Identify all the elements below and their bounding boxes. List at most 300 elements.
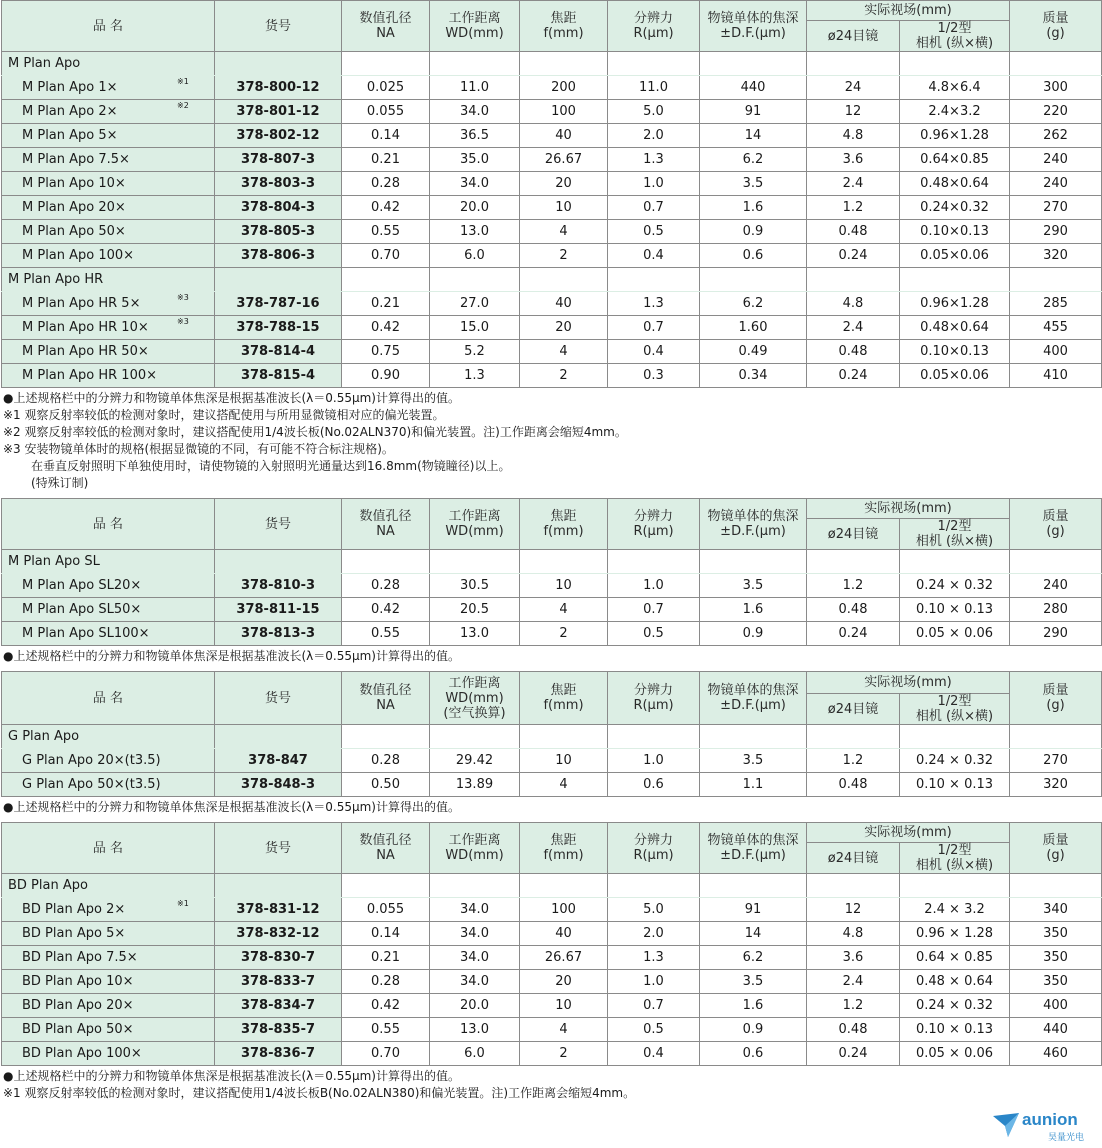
cell-df: 14 — [700, 922, 807, 946]
cell-na: 0.28 — [342, 970, 430, 994]
cell-df: 1.6 — [700, 994, 807, 1018]
cell-cam: 2.4×3.2 — [900, 100, 1010, 124]
objective-name-cell — [2, 316, 215, 340]
blank-cell — [520, 725, 608, 749]
header-na — [342, 823, 430, 874]
cell-mass: 320 — [1010, 773, 1102, 797]
header-df-line: 物镜单体的焦深 — [707, 509, 799, 524]
header-r-line: 分辨力 — [633, 683, 673, 698]
header-df-line: 物镜单体的焦深 — [707, 11, 799, 26]
cell-df: 0.9 — [700, 220, 807, 244]
blank-cell — [700, 268, 807, 292]
blank-cell — [1010, 550, 1102, 574]
cell-r: 1.0 — [608, 172, 700, 196]
cell-eye: 0.24 — [807, 1042, 900, 1066]
blank-cell — [430, 874, 520, 898]
header-fov-camera — [900, 519, 1010, 550]
footnote: ●上述规格栏中的分辨力和物镜单体焦深是根据基准波长(λ＝0.55μm)计算得出的值。 — [3, 649, 460, 663]
group-title: BD Plan Apo — [2, 874, 215, 898]
group-row — [2, 550, 1102, 574]
cell-cam: 0.96×1.28 — [900, 124, 1010, 148]
cell-f: 20 — [520, 172, 608, 196]
header-fov-eyepiece: ø24目镜 — [807, 21, 900, 52]
blank-cell — [900, 52, 1010, 76]
header-code: 货号 — [215, 499, 342, 550]
blank-cell — [430, 268, 520, 292]
cell-r: 1.3 — [608, 148, 700, 172]
cell-eye: 0.48 — [807, 598, 900, 622]
blank-cell — [700, 550, 807, 574]
cell-r: 0.7 — [608, 994, 700, 1018]
cell-cam: 0.05 × 0.06 — [900, 1042, 1010, 1066]
cell-eye: 1.2 — [807, 749, 900, 773]
cell-cam: 0.48×0.64 — [900, 316, 1010, 340]
cell-mass: 290 — [1010, 622, 1102, 646]
objective-name-cell — [2, 340, 215, 364]
header-r-line: R(μm) — [633, 26, 674, 41]
table-row — [2, 1018, 1102, 1042]
order-code: 378-815-4 — [215, 364, 342, 388]
cell-cam: 0.05×0.06 — [900, 364, 1010, 388]
cell-mass: 350 — [1010, 946, 1102, 970]
blank-cell — [608, 725, 700, 749]
blank-cell — [430, 52, 520, 76]
order-code: 378-848-3 — [215, 773, 342, 797]
objective-name-cell — [2, 970, 215, 994]
cell-cam: 0.64×0.85 — [900, 148, 1010, 172]
cell-df: 440 — [700, 76, 807, 100]
table-row — [2, 598, 1102, 622]
header-wd-line: WD(mm) — [445, 848, 504, 863]
cell-r: 2.0 — [608, 922, 700, 946]
header-name: 品 名 — [2, 1, 215, 52]
cell-f: 26.67 — [520, 148, 608, 172]
cell-f: 10 — [520, 196, 608, 220]
header-f — [520, 499, 608, 550]
cell-na: 0.42 — [342, 196, 430, 220]
table-row — [2, 316, 1102, 340]
header-mass-line: 质量 — [1042, 833, 1069, 848]
order-code: 378-835-7 — [215, 1018, 342, 1042]
cell-cam: 0.24 × 0.32 — [900, 749, 1010, 773]
order-code: 378-805-3 — [215, 220, 342, 244]
cell-wd: 6.0 — [430, 1042, 520, 1066]
cell-mass: 440 — [1010, 1018, 1102, 1042]
header-fov: 实际视场(mm) — [807, 1, 1010, 21]
header-na — [342, 672, 430, 725]
cell-df: 14 — [700, 124, 807, 148]
order-code: 378-788-15 — [215, 316, 342, 340]
table-block-m-plan-apo — [0, 0, 1102, 492]
cell-na: 0.025 — [342, 76, 430, 100]
cell-eye: 0.24 — [807, 622, 900, 646]
blank-cell — [700, 874, 807, 898]
header-fov-eyepiece: ø24目镜 — [807, 843, 900, 874]
header-fov: 实际视场(mm) — [807, 823, 1010, 843]
footnotes — [0, 390, 1102, 492]
cell-f: 4 — [520, 598, 608, 622]
blank-cell — [342, 550, 430, 574]
header-wd — [430, 499, 520, 550]
blank-cell — [608, 268, 700, 292]
objective-name-cell — [2, 100, 215, 124]
order-code: 378-802-12 — [215, 124, 342, 148]
header-fov: 实际视场(mm) — [807, 499, 1010, 519]
header-r-line: R(μm) — [633, 848, 674, 863]
objective-name: M Plan Apo 10× — [22, 175, 126, 191]
group-title: M Plan Apo SL — [2, 550, 215, 574]
cell-df: 6.2 — [700, 148, 807, 172]
objective-name-cell — [2, 196, 215, 220]
blank-cell — [900, 268, 1010, 292]
cell-df: 3.5 — [700, 749, 807, 773]
objective-name-cell — [2, 598, 215, 622]
cell-f: 4 — [520, 1018, 608, 1042]
group-code-blank — [215, 52, 342, 76]
order-code: 378-800-12 — [215, 76, 342, 100]
cell-wd: 11.0 — [430, 76, 520, 100]
cell-df: 1.1 — [700, 773, 807, 797]
blank-cell — [1010, 268, 1102, 292]
cell-f: 40 — [520, 124, 608, 148]
cell-cam: 0.64 × 0.85 — [900, 946, 1010, 970]
cell-wd: 13.0 — [430, 1018, 520, 1042]
cell-eye: 2.4 — [807, 316, 900, 340]
header-wd-line: 工作距离 — [448, 509, 501, 524]
header-df — [700, 823, 807, 874]
header-fov-camera-line: 相机 (纵×横) — [915, 36, 994, 51]
blank-cell — [807, 550, 900, 574]
header-code: 货号 — [215, 823, 342, 874]
cell-f: 2 — [520, 622, 608, 646]
cell-mass: 262 — [1010, 124, 1102, 148]
cell-wd: 13.0 — [430, 220, 520, 244]
cell-r: 0.7 — [608, 316, 700, 340]
cell-wd: 34.0 — [430, 946, 520, 970]
objective-name: BD Plan Apo 7.5× — [22, 949, 138, 965]
cell-f: 2 — [520, 1042, 608, 1066]
header-mass-line: 质量 — [1042, 11, 1069, 26]
header-na-line: NA — [376, 26, 395, 41]
header-name: 品 名 — [2, 499, 215, 550]
table-row — [2, 970, 1102, 994]
header-df-line: 物镜单体的焦深 — [707, 833, 799, 848]
cell-wd: 34.0 — [430, 172, 520, 196]
footnote: 在垂直反射照明下单独使用时，请使物镜的入射照明光通量达到16.8mm(物镜瞳径)以上。 — [31, 459, 511, 473]
footnote: ※1 观察反射率较低的检测对象时，建议搭配使用1/4波长板B(No.02ALN380)和偏光装置。注)工作距离会缩短4mm。 — [3, 1086, 636, 1100]
cell-f: 4 — [520, 220, 608, 244]
header-mass-line: 质量 — [1042, 683, 1069, 698]
header-df — [700, 499, 807, 550]
header-wd-line: WD(mm) — [445, 26, 504, 41]
cell-mass: 240 — [1010, 172, 1102, 196]
group-row — [2, 52, 1102, 76]
spec-table — [1, 671, 1102, 797]
cell-f: 4 — [520, 340, 608, 364]
order-code: 378-803-3 — [215, 172, 342, 196]
table-row — [2, 340, 1102, 364]
cell-mass: 300 — [1010, 76, 1102, 100]
group-code-blank — [215, 268, 342, 292]
objective-name-cell — [2, 946, 215, 970]
header-row — [2, 1, 1102, 21]
objective-name-cell — [2, 574, 215, 598]
header-na-line: NA — [376, 848, 395, 863]
group-title: M Plan Apo — [2, 52, 215, 76]
header-f-line: 焦距 — [550, 509, 577, 524]
cell-f: 2 — [520, 244, 608, 268]
order-code: 378-847 — [215, 749, 342, 773]
objective-name-cell — [2, 1042, 215, 1066]
cell-eye: 1.2 — [807, 196, 900, 220]
cell-r: 11.0 — [608, 76, 700, 100]
table-row — [2, 946, 1102, 970]
cell-wd: 6.0 — [430, 244, 520, 268]
header-f — [520, 1, 608, 52]
header-r-line: R(μm) — [633, 698, 674, 713]
cell-cam: 0.10×0.13 — [900, 340, 1010, 364]
cell-df: 0.6 — [700, 1042, 807, 1066]
cell-r: 5.0 — [608, 898, 700, 922]
order-code: 378-830-7 — [215, 946, 342, 970]
objective-name: M Plan Apo 50× — [22, 223, 126, 239]
cell-wd: 36.5 — [430, 124, 520, 148]
logo-mark-icon — [992, 1112, 1020, 1138]
group-code-blank — [215, 874, 342, 898]
objective-name-cell — [2, 148, 215, 172]
header-mass — [1010, 823, 1102, 874]
cell-eye: 4.8 — [807, 922, 900, 946]
cell-f: 100 — [520, 898, 608, 922]
header-na — [342, 1, 430, 52]
cell-cam: 0.96×1.28 — [900, 292, 1010, 316]
header-na-line: 数值孔径 — [359, 509, 412, 524]
objective-name: M Plan Apo SL50× — [22, 601, 142, 617]
cell-na: 0.14 — [342, 922, 430, 946]
cell-eye: 0.48 — [807, 1018, 900, 1042]
header-na-line: 数值孔径 — [359, 683, 412, 698]
header-f — [520, 672, 608, 725]
footnote-mark: ※1 — [177, 899, 189, 908]
cell-df: 6.2 — [700, 946, 807, 970]
header-code: 货号 — [215, 672, 342, 725]
objective-name-cell — [2, 172, 215, 196]
cell-cam: 0.10×0.13 — [900, 220, 1010, 244]
objective-name: M Plan Apo 1× — [22, 79, 118, 95]
blank-cell — [342, 725, 430, 749]
order-code: 378-787-16 — [215, 292, 342, 316]
table-row — [2, 148, 1102, 172]
header-r — [608, 823, 700, 874]
group-row — [2, 874, 1102, 898]
objective-name-cell — [2, 364, 215, 388]
objective-name: BD Plan Apo 5× — [22, 925, 126, 941]
cell-df: 0.9 — [700, 1018, 807, 1042]
cell-mass: 455 — [1010, 316, 1102, 340]
objective-name: BD Plan Apo 10× — [22, 973, 134, 989]
table-row — [2, 292, 1102, 316]
cell-wd: 30.5 — [430, 574, 520, 598]
cell-df: 91 — [700, 100, 807, 124]
cell-df: 3.5 — [700, 970, 807, 994]
blank-cell — [520, 550, 608, 574]
group-title: M Plan Apo HR — [2, 268, 215, 292]
cell-wd: 20.0 — [430, 196, 520, 220]
objective-name: M Plan Apo HR 50× — [22, 343, 149, 359]
header-f-line: 焦距 — [550, 833, 577, 848]
header-df — [700, 1, 807, 52]
header-f-line: f(mm) — [543, 524, 584, 539]
header-fov: 实际视场(mm) — [807, 672, 1010, 694]
cell-wd: 34.0 — [430, 898, 520, 922]
group-code-blank — [215, 725, 342, 749]
group-row — [2, 268, 1102, 292]
cell-r: 1.0 — [608, 970, 700, 994]
objective-name: M Plan Apo HR 5× — [22, 295, 141, 311]
header-mass-line: (g) — [1046, 698, 1065, 713]
footnotes — [0, 648, 1102, 665]
header-r — [608, 499, 700, 550]
cell-mass: 240 — [1010, 574, 1102, 598]
footnote-mark: ※2 — [177, 101, 189, 110]
table-row — [2, 574, 1102, 598]
cell-na: 0.21 — [342, 148, 430, 172]
cell-cam: 0.96 × 1.28 — [900, 922, 1010, 946]
cell-na: 0.28 — [342, 749, 430, 773]
objective-name-cell — [2, 749, 215, 773]
cell-cam: 0.10 × 0.13 — [900, 1018, 1010, 1042]
cell-cam: 0.48×0.64 — [900, 172, 1010, 196]
objective-name: BD Plan Apo 20× — [22, 997, 134, 1013]
cell-na: 0.55 — [342, 220, 430, 244]
table-row — [2, 1042, 1102, 1066]
table-row — [2, 220, 1102, 244]
cell-df: 91 — [700, 898, 807, 922]
header-wd-line: 工作距离 — [448, 833, 501, 848]
cell-cam: 4.8×6.4 — [900, 76, 1010, 100]
cell-f: 2 — [520, 364, 608, 388]
footnotes — [0, 799, 1102, 816]
header-fov-camera-line: 相机 (纵×横) — [915, 534, 994, 549]
cell-f: 200 — [520, 76, 608, 100]
table-row — [2, 124, 1102, 148]
header-fov-camera — [900, 21, 1010, 52]
logo-sub: 昊量光电 — [1048, 1133, 1085, 1143]
cell-wd: 35.0 — [430, 148, 520, 172]
objective-name: M Plan Apo 2× — [22, 103, 118, 119]
blank-cell — [608, 550, 700, 574]
group-code-blank — [215, 550, 342, 574]
cell-eye: 3.6 — [807, 946, 900, 970]
table-row — [2, 749, 1102, 773]
cell-f: 26.67 — [520, 946, 608, 970]
cell-mass: 220 — [1010, 100, 1102, 124]
order-code: 378-831-12 — [215, 898, 342, 922]
header-r-line: R(μm) — [633, 524, 674, 539]
cell-na: 0.28 — [342, 574, 430, 598]
spec-table — [1, 498, 1102, 646]
header-df-line: ±D.F.(μm) — [720, 848, 786, 863]
cell-wd: 34.0 — [430, 100, 520, 124]
blank-cell — [900, 550, 1010, 574]
cell-cam: 0.05×0.06 — [900, 244, 1010, 268]
cell-eye: 0.48 — [807, 773, 900, 797]
cell-wd: 13.89 — [430, 773, 520, 797]
objective-name-cell — [2, 244, 215, 268]
objective-name-cell — [2, 76, 215, 100]
cell-df: 3.5 — [700, 574, 807, 598]
cell-df: 6.2 — [700, 292, 807, 316]
cell-f: 20 — [520, 970, 608, 994]
footnote: ●上述规格栏中的分辨力和物镜单体焦深是根据基准波长(λ＝0.55μm)计算得出的值。 — [3, 1069, 460, 1083]
objective-name: M Plan Apo 100× — [22, 247, 135, 263]
blank-cell — [700, 52, 807, 76]
objective-name-cell — [2, 994, 215, 1018]
header-wd-line: WD(mm) — [445, 524, 504, 539]
header-row — [2, 499, 1102, 519]
header-fov-camera-line: 1/2型 — [937, 694, 972, 709]
header-f-line: f(mm) — [543, 848, 584, 863]
header-mass-line: (g) — [1046, 848, 1065, 863]
cell-wd: 20.0 — [430, 994, 520, 1018]
cell-mass: 240 — [1010, 148, 1102, 172]
cell-cam: 0.24 × 0.32 — [900, 574, 1010, 598]
header-fov-camera — [900, 694, 1010, 725]
header-wd — [430, 1, 520, 52]
objective-name: M Plan Apo 5× — [22, 127, 118, 143]
objective-name: BD Plan Apo 2× — [22, 901, 126, 917]
table-row — [2, 922, 1102, 946]
footnote-mark: ※1 — [177, 77, 189, 86]
table-row — [2, 244, 1102, 268]
header-na-line: 数值孔径 — [359, 11, 412, 26]
cell-wd: 13.0 — [430, 622, 520, 646]
cell-na: 0.55 — [342, 622, 430, 646]
blank-cell — [807, 725, 900, 749]
footnote-mark: ※3 — [177, 317, 189, 326]
header-row — [2, 823, 1102, 843]
header-df-line: ±D.F.(μm) — [720, 524, 786, 539]
header-fov-camera-line: 相机 (纵×横) — [915, 858, 994, 873]
cell-cam: 0.05 × 0.06 — [900, 622, 1010, 646]
cell-mass: 400 — [1010, 340, 1102, 364]
cell-na: 0.055 — [342, 898, 430, 922]
header-row — [2, 672, 1102, 694]
header-fov-camera-line: 1/2型 — [937, 519, 972, 534]
table-row — [2, 622, 1102, 646]
order-code: 378-833-7 — [215, 970, 342, 994]
footnote: ※1 观察反射率较低的检测对象时，建议搭配使用与所用显微镜相对应的偏光装置。 — [3, 408, 445, 422]
footnote: ※3 安装物镜单体时的规格(根据显微镜的不同，有可能不符合标注规格)。 — [3, 442, 394, 456]
cell-r: 0.4 — [608, 1042, 700, 1066]
cell-na: 0.70 — [342, 244, 430, 268]
cell-mass: 280 — [1010, 598, 1102, 622]
objective-name-cell — [2, 1018, 215, 1042]
objective-name: M Plan Apo 20× — [22, 199, 126, 215]
cell-wd: 34.0 — [430, 922, 520, 946]
cell-r: 0.5 — [608, 220, 700, 244]
header-wd-line: WD(mm) — [445, 690, 504, 706]
cell-mass: 460 — [1010, 1042, 1102, 1066]
header-na-line: NA — [376, 524, 395, 539]
cell-na: 0.42 — [342, 994, 430, 1018]
header-name: 品 名 — [2, 672, 215, 725]
cell-f: 40 — [520, 922, 608, 946]
table-row — [2, 898, 1102, 922]
blank-cell — [1010, 874, 1102, 898]
blank-cell — [520, 52, 608, 76]
table-row — [2, 364, 1102, 388]
